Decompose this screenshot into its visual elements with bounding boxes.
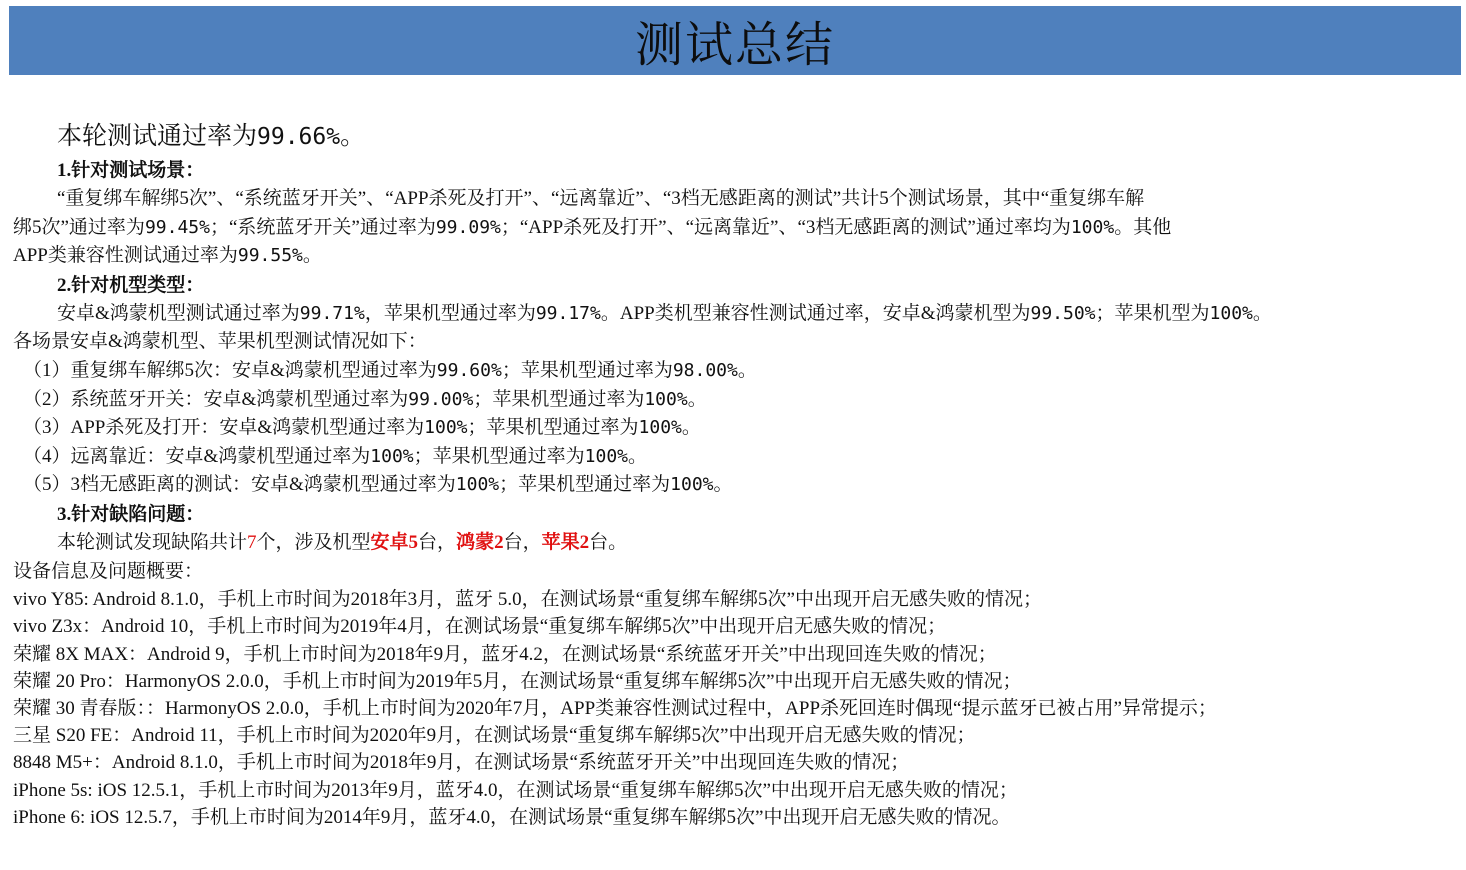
- s1-text: APP类兼容性测试通过率为: [13, 245, 238, 267]
- scenario-text: 。: [737, 359, 757, 381]
- section1-heading: 1.针对测试场景：: [57, 160, 205, 181]
- scenario-label: （1）重复绑车解绑5次：安卓&鸿蒙机型通过率为: [23, 359, 437, 381]
- scenario-text: ；苹果机型通过率为: [467, 417, 639, 439]
- s2-text: ；苹果机型为: [1095, 302, 1210, 324]
- summary-content: [13, 120, 1459, 831]
- scenario-text: 。: [687, 388, 707, 410]
- harmony-count: 鸿蒙2: [456, 531, 504, 553]
- scenario-apple-rate: 100%: [638, 417, 682, 439]
- scenario-apple-rate: 100%: [644, 388, 688, 410]
- title-banner: [9, 6, 1461, 75]
- s2-rate-apple: 99.17%: [535, 302, 601, 324]
- device-list: [13, 586, 1459, 831]
- s1-text: 。: [302, 245, 322, 267]
- scenario-android-rate: 99.60%: [436, 359, 502, 381]
- lead-text: 本轮测试通过率为: [57, 123, 258, 150]
- defect-summary: [13, 529, 1459, 558]
- s2-rate-app-apple: 100%: [1209, 302, 1253, 324]
- scenario-android-rate: 99.00%: [408, 388, 474, 410]
- scenario-text: ；苹果机型通过率为: [473, 388, 645, 410]
- device-item: 8848 M5+：Android 8.1.0，手机上市时间为2018年9月，在测试场景“系统蓝牙开关”中出现回连失败的情况；: [13, 752, 910, 774]
- device-item: vivo Y85: Android 8.1.0，手机上市时间为2018年3月，蓝牙 5.0，在测试场景“重复绑车解绑5次”中出现开启无感失败的情况；: [13, 589, 1042, 611]
- device-item: 三星 S20 FE：Android 11，手机上市时间为2020年9月，在测试场景“重复绑车解绑5次”中出现开启无感失败的情况；: [13, 725, 976, 747]
- scenario-label: （2）系统蓝牙开关：安卓&鸿蒙机型通过率为: [23, 388, 409, 410]
- scenario-apple-rate: 100%: [584, 445, 629, 467]
- scenario-apple-rate: 100%: [670, 474, 714, 496]
- device-item: 荣耀 8X MAX：Android 9，手机上市时间为2018年9月，蓝牙4.2，在测试场景“系统蓝牙开关”中出现回连失败的情况；: [13, 643, 997, 665]
- scenario-item: [13, 386, 1459, 415]
- scenario-label: （5）3档无感距离的测试：安卓&鸿蒙机型通过率为: [23, 474, 456, 496]
- scenario-item: [13, 443, 1459, 472]
- defect-count: 7: [247, 531, 257, 553]
- device-item: 荣耀 30 青春版：：HarmonyOS 2.0.0，手机上市时间为2020年7月，APP类兼容性测试过程中，APP杀死回连时偶现“提示蓝牙已被占用”异常提示；: [13, 697, 1217, 719]
- s3-text: 台，: [418, 531, 457, 553]
- scenario-text: ；苹果机型通过率为: [501, 359, 673, 381]
- scenario-text: 。: [713, 474, 733, 496]
- device-item: vivo Z3x：Android 10，手机上市时间为2019年4月，在测试场景“重复绑车解绑5次”中出现开启无感失败的情况；: [13, 616, 947, 638]
- scenario-android-rate: 100%: [455, 474, 500, 496]
- overall-pass-rate: [13, 120, 1459, 154]
- lead-end: 。: [340, 123, 366, 150]
- section2-scenarios-intro: 各场景安卓&鸿蒙机型、苹果机型测试情况如下：: [13, 331, 427, 353]
- device-item: iPhone 6: iOS 12.5.7，手机上市时间为2014年9月，蓝牙4.0，在测试场景“重复绑车解绑5次”中出现开启无感失败的情况。: [13, 806, 1011, 828]
- section1-paragraph-line3: [13, 242, 1459, 271]
- scenario-apple-rate: 98.00%: [672, 359, 738, 381]
- scenario-android-rate: 100%: [424, 417, 468, 439]
- s2-rate-android: 99.71%: [299, 302, 365, 324]
- s1-text: ；“系统蓝牙开关”通过率为: [209, 216, 436, 238]
- s1-rate-bt-toggle: 99.09%: [435, 216, 501, 238]
- device-info-intro: 设备信息及问题概要：: [13, 560, 204, 582]
- scenario-item: [13, 414, 1459, 443]
- s3-text: 本轮测试发现缺陷共计: [57, 531, 248, 553]
- s1-text: 。其他: [1114, 216, 1172, 238]
- s2-text: 。APP类机型兼容性测试通过率，安卓&鸿蒙机型为: [600, 302, 1031, 324]
- device-item: iPhone 5s: iOS 12.5.1，手机上市时间为2013年9月，蓝牙4.0，在测试场景“重复绑车解绑5次”中出现开启无感失败的情况；: [13, 779, 1018, 801]
- s1-rate-rebind: 99.45%: [144, 216, 210, 238]
- s1-rate-app-compat: 99.55%: [237, 245, 303, 267]
- s2-text: 。: [1252, 302, 1272, 324]
- page-title: 测试总结: [634, 17, 835, 73]
- section3-heading: 3.针对缺陷问题：: [57, 503, 205, 525]
- section1-paragraph-line2: [13, 214, 1459, 243]
- lead-value: 99.66%: [257, 124, 341, 150]
- scenario-text: ；苹果机型通过率为: [413, 445, 585, 467]
- scenario-android-rate: 100%: [370, 445, 414, 467]
- device-item: 荣耀 20 Pro：HarmonyOS 2.0.0，手机上市时间为2019年5月，在测试场景“重复绑车解绑5次”中出现开启无感失败的情况；: [13, 670, 1022, 692]
- scenario-label: （3）APP杀死及打开：安卓&鸿蒙机型通过率为: [23, 417, 425, 439]
- scenario-text: 。: [628, 445, 648, 467]
- scenario-label: （4）远离靠近：安卓&鸿蒙机型通过率为: [23, 445, 371, 467]
- s3-text: 台。: [589, 531, 628, 553]
- s1-rate-others: 100%: [1070, 216, 1115, 238]
- apple-count: 苹果2: [541, 531, 590, 553]
- scenario-text: 。: [681, 417, 701, 439]
- section2-heading: 2.针对机型类型：: [57, 274, 205, 296]
- s2-rate-app-android: 99.50%: [1030, 302, 1096, 324]
- s2-text: ，苹果机型通过率为: [364, 302, 536, 324]
- scenario-text: ；苹果机型通过率为: [499, 474, 671, 496]
- s3-text: 个，涉及机型: [256, 531, 371, 553]
- scenario-item: [13, 471, 1459, 500]
- s3-text: 台，: [503, 531, 542, 553]
- s1-text: ；“APP杀死及打开”、“远离靠近”、“3档无感距离的测试”通过率均为: [500, 216, 1071, 238]
- android-count: 安卓5: [370, 531, 419, 553]
- scenario-item: [13, 357, 1459, 386]
- section2-paragraph: [13, 300, 1459, 329]
- s1-text: 绑5次”通过率为: [13, 216, 145, 238]
- section1-paragraph-line1: “重复绑车解绑5次”、“系统蓝牙开关”、“APP杀死及打开”、“远离靠近”、“3档无感距离的测试”共计5个测试场景，其中“重复绑车解: [57, 188, 1145, 209]
- s2-text: 安卓&鸿蒙机型测试通过率为: [57, 302, 300, 324]
